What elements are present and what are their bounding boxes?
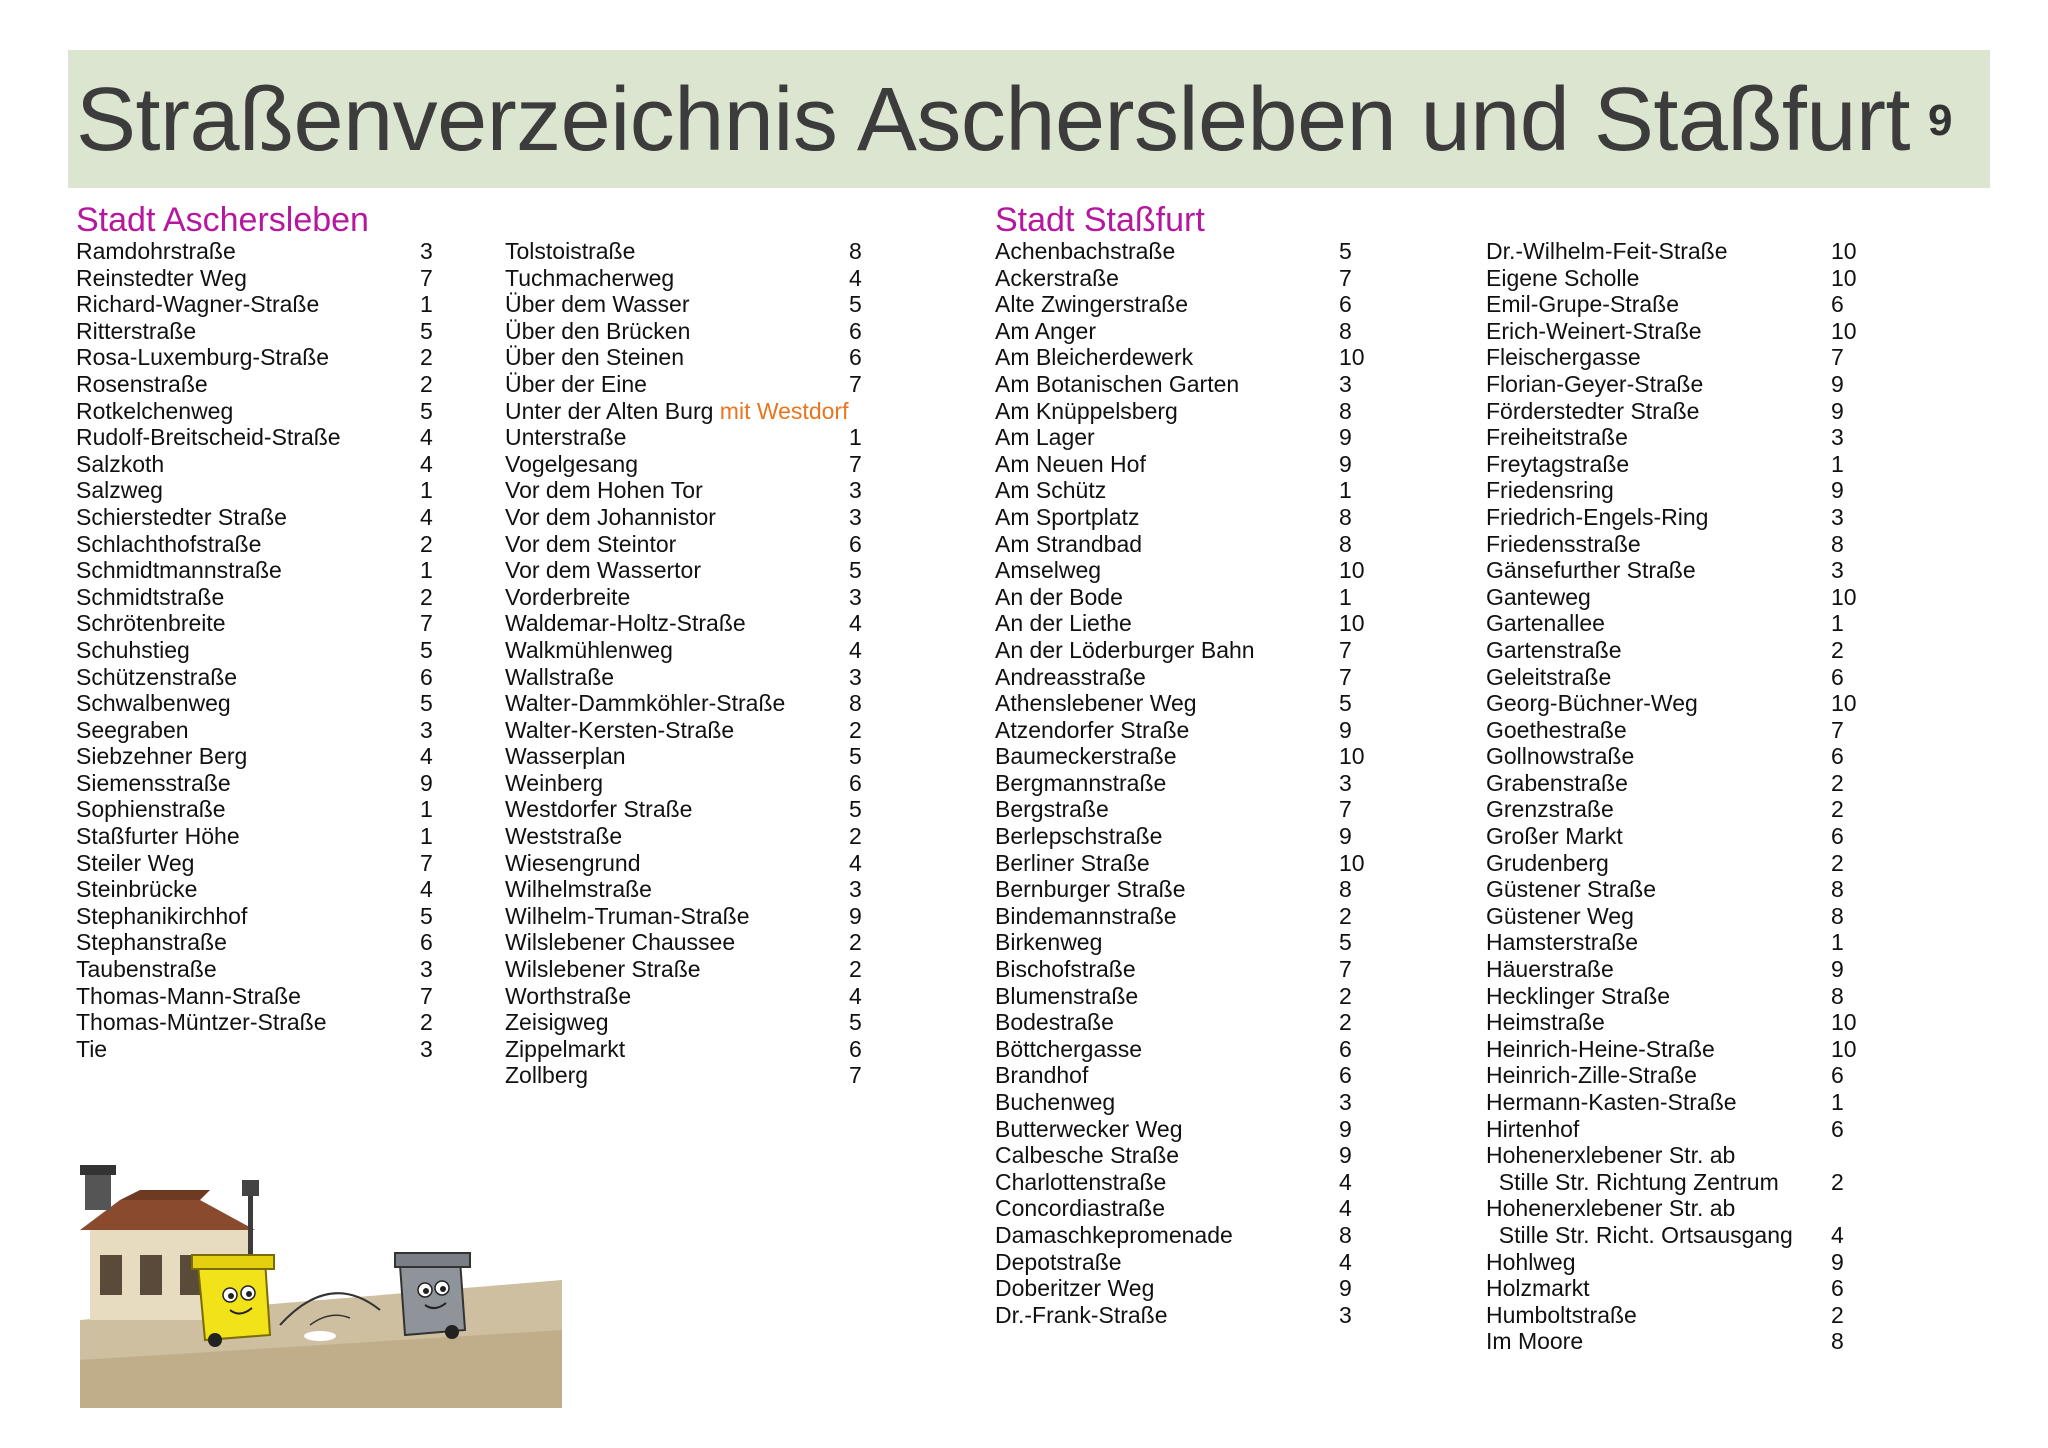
- street-name: Calbesche Straße: [995, 1142, 1180, 1169]
- district-number: 5: [420, 397, 433, 424]
- street-name: Ackerstraße: [995, 264, 1119, 291]
- street-note: mit Westdorf: [719, 397, 849, 424]
- street-name: Gartenstraße: [1486, 636, 1622, 663]
- section-title-aschersleben: Stadt Aschersleben: [76, 201, 369, 239]
- street-name: Berlepschstraße: [995, 823, 1163, 850]
- street-name: Brandhof: [995, 1062, 1089, 1089]
- street-name: Siebzehner Berg: [76, 743, 248, 770]
- district-number: 6: [849, 344, 862, 371]
- district-number: 6: [1831, 743, 1844, 770]
- street-name: Friedrich-Engels-Ring: [1486, 503, 1709, 530]
- district-number: 6: [1339, 1035, 1352, 1062]
- district-number: 5: [849, 743, 862, 770]
- street-name: Wasserplan: [505, 743, 626, 770]
- district-number: 4: [849, 636, 862, 663]
- street-name: Friedensring: [1486, 477, 1614, 504]
- district-number: 7: [1339, 956, 1352, 983]
- district-number: 3: [849, 876, 862, 903]
- district-number: 4: [420, 743, 433, 770]
- street-name: Über den Steinen: [505, 344, 685, 371]
- district-number: 8: [1339, 1221, 1352, 1248]
- street-name: Am Lager: [995, 424, 1095, 451]
- street-name: Am Sportplatz: [995, 503, 1140, 530]
- street-name: An der Liethe: [995, 610, 1132, 637]
- district-number: 7: [1831, 344, 1844, 371]
- district-number: 7: [420, 264, 433, 291]
- street-name: Hamsterstraße: [1486, 929, 1639, 956]
- street-name: Walkmühlenweg: [505, 636, 673, 663]
- district-number: 5: [420, 317, 433, 344]
- street-name: Bischofstraße: [995, 956, 1136, 983]
- street-name: Butterwecker Weg: [995, 1115, 1183, 1142]
- district-number: 10: [1339, 610, 1365, 637]
- street-name: Reinstedter Weg: [76, 264, 247, 291]
- district-number: 5: [849, 557, 862, 584]
- district-number: 8: [849, 238, 862, 264]
- street-name: Thomas-Mann-Straße: [76, 982, 301, 1009]
- street-name: Taubenstraße: [76, 956, 217, 983]
- street-name: Wilslebener Straße: [505, 956, 701, 983]
- district-number: 4: [849, 610, 862, 637]
- district-number: 6: [1831, 663, 1844, 690]
- street-name: Zollberg: [505, 1062, 589, 1089]
- street-name: Achenbachstraße: [995, 238, 1176, 264]
- street-name: Salzweg: [76, 477, 163, 504]
- district-number: 2: [420, 1009, 433, 1036]
- street-name: Hermann-Kasten-Straße: [1486, 1089, 1737, 1115]
- district-number: 4: [1339, 1195, 1352, 1222]
- street-name: Depotstraße: [995, 1248, 1122, 1275]
- street-name: Am Schütz: [995, 477, 1107, 504]
- street-name: Gänsefurther Straße: [1486, 557, 1696, 584]
- street-name: Hohlweg: [1486, 1248, 1576, 1275]
- street-name: Holzmarkt: [1486, 1275, 1590, 1302]
- street-name: Salzkoth: [76, 450, 165, 477]
- district-number: 5: [1339, 238, 1352, 264]
- district-number: 6: [1339, 291, 1352, 318]
- district-number: 1: [1831, 1089, 1844, 1115]
- district-number: 2: [420, 370, 433, 397]
- street-name: Hohenerxlebener Str. ab: [1486, 1142, 1736, 1169]
- district-number: 2: [1831, 796, 1844, 823]
- street-name: Berliner Straße: [995, 849, 1150, 876]
- street-name: Grudenberg: [1486, 849, 1609, 876]
- street-name: Vor dem Wassertor: [505, 557, 701, 584]
- street-name: Fleischergasse: [1486, 344, 1641, 371]
- street-name: Eigene Scholle: [1486, 264, 1640, 291]
- district-number: 6: [1831, 1062, 1844, 1089]
- district-number: 5: [420, 690, 433, 717]
- page-number: 9: [1928, 96, 1953, 145]
- district-number: 6: [1831, 823, 1844, 850]
- street-name: Rudolf-Breitscheid-Straße: [76, 424, 341, 451]
- district-number: 3: [1339, 1301, 1352, 1328]
- district-number: 8: [1831, 902, 1844, 929]
- street-name: Rosenstraße: [76, 370, 208, 397]
- district-number: 8: [1831, 876, 1844, 903]
- street-name: Güstener Straße: [1486, 876, 1657, 903]
- district-number: 9: [849, 902, 862, 929]
- street-name: Stephanstraße: [76, 929, 227, 956]
- district-number: 4: [1831, 1221, 1844, 1248]
- street-name: Am Strandbad: [995, 530, 1143, 557]
- street-name: Schrötenbreite: [76, 610, 226, 637]
- street-name: Tie: [76, 1035, 108, 1062]
- district-number: 1: [420, 823, 433, 850]
- street-name: Westdorfer Straße: [505, 796, 693, 823]
- district-number: 2: [849, 716, 862, 743]
- street-name: Wilhelm-Truman-Straße: [505, 902, 750, 929]
- district-number: 6: [849, 317, 862, 344]
- street-name: Florian-Geyer-Straße: [1486, 370, 1704, 397]
- street-name: Athenslebener Weg: [995, 690, 1197, 717]
- district-number: 9: [1831, 477, 1844, 504]
- district-number: 2: [420, 530, 433, 557]
- street-name: Waldemar-Holtz-Straße: [505, 610, 746, 637]
- district-number: 6: [1831, 1275, 1844, 1302]
- district-number: 2: [1339, 902, 1352, 929]
- district-number: 2: [420, 344, 433, 371]
- district-number: 3: [849, 503, 862, 530]
- district-number: 10: [1831, 1035, 1857, 1062]
- street-name: Doberitzer Weg: [995, 1275, 1155, 1302]
- district-number: 9: [1339, 424, 1352, 451]
- street-name: Am Botanischen Garten: [995, 370, 1240, 397]
- district-number: 1: [1831, 450, 1844, 477]
- district-number: 10: [1339, 743, 1365, 770]
- street-name: Charlottenstraße: [995, 1168, 1167, 1195]
- street-name: Hecklinger Straße: [1486, 982, 1671, 1009]
- district-number: 6: [849, 769, 862, 796]
- street-name: Wilhelmstraße: [505, 876, 652, 903]
- district-number: 5: [849, 1009, 862, 1036]
- street-name: Freytagstraße: [1486, 450, 1630, 477]
- street-name: Im Moore: [1486, 1328, 1584, 1355]
- street-name: Dr.-Wilhelm-Feit-Straße: [1486, 238, 1728, 264]
- district-number: 6: [420, 663, 433, 690]
- district-number: 3: [849, 477, 862, 504]
- district-number: 2: [849, 929, 862, 956]
- district-number: 6: [849, 1035, 862, 1062]
- street-name: Andreasstraße: [995, 663, 1146, 690]
- street-name: Wallstraße: [505, 663, 615, 690]
- district-number: 2: [1831, 849, 1844, 876]
- street-name: Siemensstraße: [76, 769, 231, 796]
- section-title-stassfurt: Stadt Staßfurt: [995, 201, 1205, 239]
- street-name: Damaschkepromenade: [995, 1221, 1233, 1248]
- street-name: Am Knüppelsberg: [995, 397, 1178, 424]
- district-number: 2: [1831, 1168, 1844, 1195]
- district-number: 8: [1339, 876, 1352, 903]
- district-number: 3: [420, 238, 433, 264]
- street-name: Bergstraße: [995, 796, 1109, 823]
- district-number: 7: [849, 450, 862, 477]
- street-name: Sophienstraße: [76, 796, 226, 823]
- district-number: 3: [1339, 370, 1352, 397]
- district-number: 1: [849, 424, 862, 451]
- district-number: 7: [420, 849, 433, 876]
- district-number: 10: [1831, 583, 1857, 610]
- street-name: Vogelgesang: [505, 450, 639, 477]
- street-name: Zeisigweg: [505, 1009, 609, 1036]
- street-name: Humboltstraße: [1486, 1301, 1637, 1328]
- street-name: Schmidtstraße: [76, 583, 225, 610]
- district-number: 10: [1831, 264, 1857, 291]
- street-name: Richard-Wagner-Straße: [76, 291, 320, 318]
- street-name: Heinrich-Zille-Straße: [1486, 1062, 1697, 1089]
- district-number: 8: [1831, 1328, 1844, 1355]
- district-number: 9: [1831, 397, 1844, 424]
- street-name: Unter der Alten Burg mit Westdorf: [505, 397, 849, 424]
- street-name: Güstener Weg: [1486, 902, 1634, 929]
- district-number: 10: [1831, 238, 1857, 264]
- street-name: Dr.-Frank-Straße: [995, 1301, 1168, 1328]
- district-number: 9: [420, 769, 433, 796]
- street-name: Atzendorfer Straße: [995, 716, 1190, 743]
- district-number: 7: [849, 1062, 862, 1089]
- district-number: 5: [420, 902, 433, 929]
- district-number: 7: [1831, 716, 1844, 743]
- street-name: Bernburger Straße: [995, 876, 1186, 903]
- street-name: Grenzstraße: [1486, 796, 1614, 823]
- district-number: 2: [1339, 1009, 1352, 1036]
- district-number: 4: [1339, 1248, 1352, 1275]
- street-name: Böttchergasse: [995, 1035, 1143, 1062]
- street-name: Heinrich-Heine-Straße: [1486, 1035, 1715, 1062]
- street-name: Stille Str. Richtung Zentrum: [1486, 1168, 1779, 1195]
- district-number: 3: [1339, 769, 1352, 796]
- street-name: Bergmannstraße: [995, 769, 1167, 796]
- district-number: 1: [1339, 477, 1352, 504]
- district-number: 1: [420, 291, 433, 318]
- street-name: Baumeckerstraße: [995, 743, 1177, 770]
- street-name: Geleitstraße: [1486, 663, 1612, 690]
- district-number: 9: [1339, 450, 1352, 477]
- district-number: 4: [420, 876, 433, 903]
- street-name: Über den Brücken: [505, 317, 691, 344]
- district-number: 7: [849, 370, 862, 397]
- street-name: Am Neuen Hof: [995, 450, 1146, 477]
- street-name: Vor dem Johannistor: [505, 503, 716, 530]
- street-name: Steiler Weg: [76, 849, 195, 876]
- district-number: 9: [1339, 1275, 1352, 1302]
- district-number: 3: [849, 663, 862, 690]
- street-name: Grabenstraße: [1486, 769, 1628, 796]
- district-number: 3: [420, 1035, 433, 1062]
- street-name: Großer Markt: [1486, 823, 1623, 850]
- district-number: 6: [849, 530, 862, 557]
- district-number: 6: [420, 929, 433, 956]
- district-number: 2: [1831, 1301, 1844, 1328]
- district-number: 5: [1339, 929, 1352, 956]
- district-number: 3: [1339, 1089, 1352, 1115]
- district-number: 1: [420, 477, 433, 504]
- district-number: 9: [1831, 370, 1844, 397]
- district-number: 10: [1339, 344, 1365, 371]
- street-name: Amselweg: [995, 557, 1102, 584]
- street-name: Concordiastraße: [995, 1195, 1166, 1222]
- street-name: Unterstraße: [505, 424, 627, 451]
- street-name: Bodestraße: [995, 1009, 1114, 1036]
- district-number: 8: [1339, 530, 1352, 557]
- district-number: 6: [1831, 291, 1844, 318]
- street-name: Tolstoistraße: [505, 238, 636, 264]
- district-number: 4: [420, 503, 433, 530]
- district-number: 9: [1831, 956, 1844, 983]
- street-name: Ritterstraße: [76, 317, 197, 344]
- street-name: Zippelmarkt: [505, 1035, 626, 1062]
- district-number: 1: [420, 557, 433, 584]
- district-number: 4: [420, 450, 433, 477]
- street-name: Georg-Büchner-Weg: [1486, 690, 1698, 717]
- district-number: 7: [1339, 796, 1352, 823]
- district-number: 10: [1831, 1009, 1857, 1036]
- district-number: 10: [1339, 849, 1365, 876]
- street-name: Emil-Grupe-Straße: [1486, 291, 1679, 318]
- district-number: 1: [1831, 610, 1844, 637]
- district-number: 8: [1339, 317, 1352, 344]
- street-name: Staßfurter Höhe: [76, 823, 240, 850]
- district-number: 6: [1339, 1062, 1352, 1089]
- street-name: Wilslebener Chaussee: [505, 929, 736, 956]
- street-name: Schierstedter Straße: [76, 503, 287, 530]
- street-name: Walter-Kersten-Straße: [505, 716, 735, 743]
- district-number: 10: [1831, 317, 1857, 344]
- district-number: 9: [1339, 1142, 1352, 1169]
- district-number: 3: [1831, 557, 1844, 584]
- street-name: Hirtenhof: [1486, 1115, 1580, 1142]
- street-name: Thomas-Müntzer-Straße: [76, 1009, 327, 1036]
- district-number: 3: [420, 956, 433, 983]
- district-number: 3: [849, 583, 862, 610]
- street-name: Ramdohrstraße: [76, 238, 236, 264]
- street-name: Vor dem Hohen Tor: [505, 477, 703, 504]
- street-name: Weinberg: [505, 769, 604, 796]
- street-name: Rosa-Luxemburg-Straße: [76, 344, 330, 371]
- district-number: 8: [1831, 982, 1844, 1009]
- street-name: Gartenallee: [1486, 610, 1605, 637]
- district-number: 3: [1831, 503, 1844, 530]
- street-name: Birkenweg: [995, 929, 1103, 956]
- street-name: Walter-Dammköhler-Straße: [505, 690, 786, 717]
- district-number: 9: [1831, 1248, 1844, 1275]
- street-name: Wiesengrund: [505, 849, 641, 876]
- page-title: Straßenverzeichnis Aschersleben und Staßfurt: [76, 70, 1910, 170]
- street-name: Schlachthofstraße: [76, 530, 262, 557]
- street-name: Am Anger: [995, 317, 1096, 344]
- district-number: 2: [1339, 982, 1352, 1009]
- district-number: 10: [1831, 690, 1857, 717]
- district-number: 3: [1831, 424, 1844, 451]
- street-name: An der Bode: [995, 583, 1123, 610]
- header-banner: [68, 50, 1990, 188]
- district-number: 7: [420, 610, 433, 637]
- street-name: Schwalbenweg: [76, 690, 231, 717]
- street-name: Bindemannstraße: [995, 902, 1177, 929]
- district-number: 5: [1339, 690, 1352, 717]
- street-name: An der Löderburger Bahn: [995, 636, 1255, 663]
- street-name: Gollnowstraße: [1486, 743, 1635, 770]
- district-number: 1: [420, 796, 433, 823]
- street-name: Weststraße: [505, 823, 623, 850]
- street-name: Erich-Weinert-Straße: [1486, 317, 1702, 344]
- district-number: 4: [849, 849, 862, 876]
- district-number: 7: [420, 982, 433, 1009]
- street-name: Alte Zwingerstraße: [995, 291, 1189, 318]
- street-name: Freiheitstraße: [1486, 424, 1628, 451]
- street-name: Schuhstieg: [76, 636, 190, 663]
- street-name: Blumenstraße: [995, 982, 1139, 1009]
- district-number: 8: [1831, 530, 1844, 557]
- district-number: 1: [1339, 583, 1352, 610]
- district-number: 9: [1339, 1115, 1352, 1142]
- district-number: 5: [849, 291, 862, 318]
- street-name: Seegraben: [76, 716, 189, 743]
- district-number: 2: [849, 823, 862, 850]
- street-name: Ganteweg: [1486, 583, 1591, 610]
- district-number: 4: [849, 982, 862, 1009]
- district-number: 1: [1831, 929, 1844, 956]
- street-name: Über der Eine: [505, 370, 647, 397]
- district-number: 4: [1339, 1168, 1352, 1195]
- district-number: 2: [1831, 769, 1844, 796]
- waste-bins-street-scene-icon: [80, 1160, 562, 1408]
- district-number: 6: [1831, 1115, 1844, 1142]
- district-number: 5: [420, 636, 433, 663]
- street-name: Steinbrücke: [76, 876, 198, 903]
- district-number: 8: [849, 690, 862, 717]
- district-number: 9: [1339, 823, 1352, 850]
- street-name: Worthstraße: [505, 982, 632, 1009]
- street-name: Förderstedter Straße: [1486, 397, 1700, 424]
- district-number: 10: [1339, 557, 1365, 584]
- street-name: Am Bleicherdewerk: [995, 344, 1194, 371]
- street-name: Schmidtmannstraße: [76, 557, 282, 584]
- district-number: 2: [1831, 636, 1844, 663]
- district-number: 2: [420, 583, 433, 610]
- district-number: 7: [1339, 663, 1352, 690]
- street-name: Stille Str. Richt. Ortsausgang: [1486, 1221, 1793, 1248]
- street-name: Hohenerxlebener Str. ab: [1486, 1195, 1736, 1222]
- district-number: 7: [1339, 636, 1352, 663]
- street-name: Schützenstraße: [76, 663, 238, 690]
- street-name: Stephanikirchhof: [76, 902, 248, 929]
- street-name: Vorderbreite: [505, 583, 631, 610]
- district-number: 8: [1339, 503, 1352, 530]
- district-number: 2: [849, 956, 862, 983]
- district-number: 4: [849, 264, 862, 291]
- street-name: Heimstraße: [1486, 1009, 1605, 1036]
- district-number: 4: [420, 424, 433, 451]
- district-number: 5: [849, 796, 862, 823]
- district-number: 7: [1339, 264, 1352, 291]
- district-number: 8: [1339, 397, 1352, 424]
- district-number: 9: [1339, 716, 1352, 743]
- street-name: Häuerstraße: [1486, 956, 1614, 983]
- street-name: Vor dem Steintor: [505, 530, 677, 557]
- street-name: Goethestraße: [1486, 716, 1627, 743]
- street-name: Über dem Wasser: [505, 291, 690, 318]
- district-number: 3: [420, 716, 433, 743]
- street-name: Friedensstraße: [1486, 530, 1641, 557]
- street-name: Rotkelchenweg: [76, 397, 234, 424]
- street-name: Tuchmacherweg: [505, 264, 675, 291]
- street-name: Buchenweg: [995, 1089, 1116, 1115]
